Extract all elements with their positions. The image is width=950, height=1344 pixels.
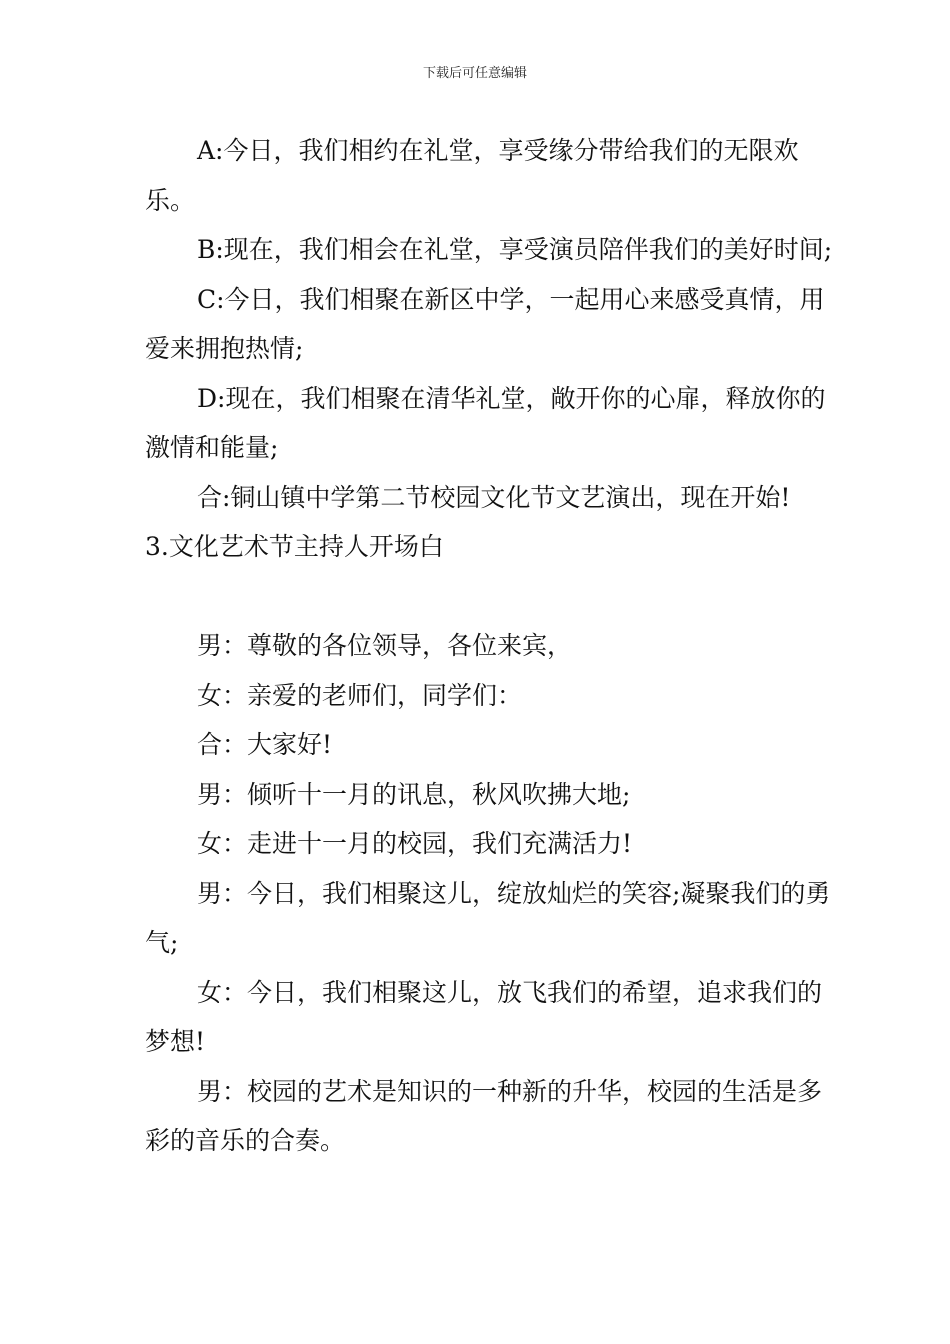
document-body: [145, 126, 835, 1166]
paragraph-d: D:现在，我们相聚在清华礼堂，敞开你的心扉，释放你的激情和能量;: [145, 383, 826, 462]
page-header: 下载后可任意编辑: [422, 66, 527, 81]
paragraph-male-3: 男：今日，我们相聚这儿，绽放灿烂的笑容;凝聚我们的勇气;: [145, 878, 831, 957]
blank-line: [145, 572, 835, 622]
section-heading: 3.文化艺术节主持人开场白: [145, 532, 444, 561]
paragraph-together-2: 合：大家好!: [197, 730, 333, 759]
paragraph-b: B:现在，我们相会在礼堂，享受演员陪伴我们的美好时间;: [197, 235, 833, 264]
paragraph-male-2: 男：倾听十一月的讯息，秋风吹拂大地;: [197, 779, 631, 809]
paragraph-female-2: 女：走进十一月的校园，我们充满活力!: [197, 829, 633, 858]
paragraph-together: 合:铜山镇中学第二节校园文化节文艺演出，现在开始!: [197, 482, 791, 512]
paragraph-female-3: 女：今日，我们相聚这儿，放飞我们的希望，追求我们的梦想!: [145, 977, 823, 1056]
paragraph-c: C:今日，我们相聚在新区中学，一起用心来感受真情，用爱来拥抱热情;: [145, 284, 825, 363]
paragraph-male-4: 男：校园的艺术是知识的一种新的升华，校园的生活是多彩的音乐的合奏。: [145, 1076, 823, 1155]
paragraph-female-1: 女：亲爱的老师们，同学们：: [197, 680, 523, 710]
paragraph-male-1: 男：尊敬的各位领导，各位来宾，: [197, 631, 573, 660]
paragraph-a: A:今日，我们相约在礼堂，享受缘分带给我们的无限欢乐。: [145, 136, 799, 215]
